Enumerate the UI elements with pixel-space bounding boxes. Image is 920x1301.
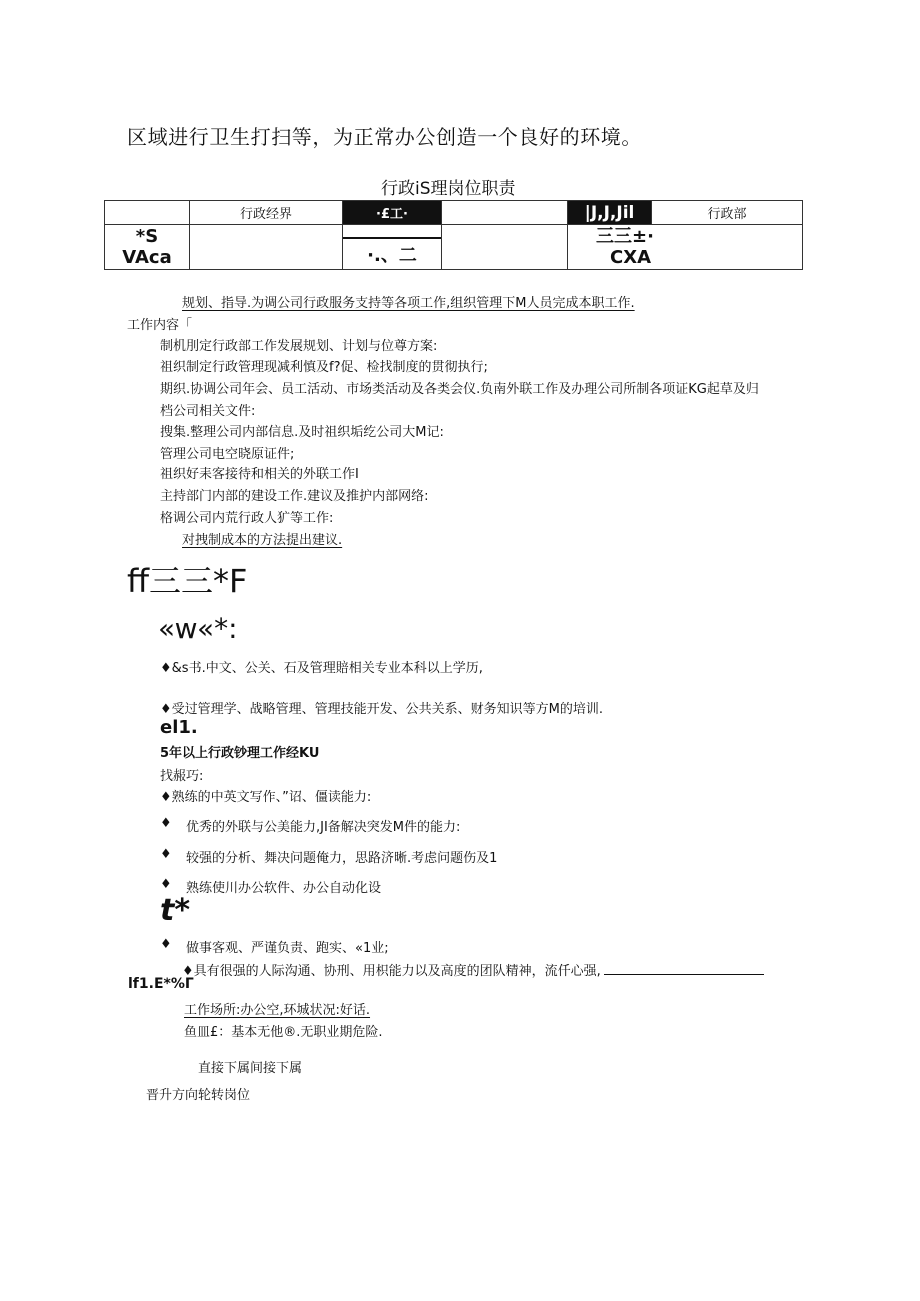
education-requirement: ♦&s书.中文、公关、石及管理賠相关专业本科以上学历, <box>160 661 483 676</box>
table-cell <box>442 225 568 270</box>
work-content-label: 工作内容「 <box>127 318 193 333</box>
duty-item: 祖织制定行政管理现减利慎及f?促、检找制度的贯彻执行; <box>160 360 488 375</box>
table-cell: ·£工· <box>343 201 442 225</box>
table-cell <box>568 225 803 270</box>
skill-item: ♦熟练的中英文写作、”诏、僵读能力: <box>160 790 372 805</box>
duty-item: 期织.协调公司年会、员工活动、市场类活动及各类会仪.负南外联工作及办理公司所制各项证KG起草及归 <box>160 382 759 397</box>
skill-item: 熟练使川办公软件、办公自动化设 <box>186 881 382 896</box>
underline-blank <box>604 974 764 975</box>
environment-item: 工作场所:办公空,环城状况:好话. <box>184 1003 371 1018</box>
duty-item: 格调公司内荒行政人犷等工作: <box>160 511 334 526</box>
education-heading: «w«*: <box>158 612 238 645</box>
department-label: 行政部 <box>652 201 803 225</box>
document-title: 行政iS理岗位职责 <box>381 179 516 199</box>
training-requirement: ♦受过管理学、战略管理、管理技能开发、公共关系、财务知识等方M的培训. <box>160 702 604 717</box>
environment-heading: lf1.E*%Γ <box>128 976 194 992</box>
bullet-icon: ♦ <box>160 877 172 892</box>
cell-line: VAca <box>122 247 172 268</box>
cell-line: CXA <box>610 247 652 268</box>
table-cell <box>442 201 568 225</box>
experience-heading: el1. <box>160 717 198 738</box>
promotion-label: 晋升方向轮转岗位 <box>146 1088 251 1103</box>
skills-heading: 找赧巧: <box>160 769 204 784</box>
bullet-icon: ♦ <box>160 847 172 862</box>
bullet-icon: ♦ <box>160 816 172 831</box>
cell-line: ·.、二 <box>343 237 441 266</box>
attitude-heading: t* <box>160 893 191 928</box>
duty-item: 对拽制成本的方法提出建议. <box>182 533 343 548</box>
cell-line: 三三±· <box>596 226 654 247</box>
table-cell <box>190 225 343 270</box>
table-cell <box>105 201 190 225</box>
duty-item: 档公司相关文件: <box>160 404 256 419</box>
position-header-table <box>104 200 803 270</box>
attitude-item: 做事客观、严谨负责、跑实、«1业; <box>186 941 389 956</box>
skill-item: 优秀的外联与公美能力,JI备解决突发M件的能力: <box>186 820 461 835</box>
environment-item: 鱼皿£：基本无他®.无职业期危险. <box>184 1025 383 1040</box>
position-name-label: 行政经界 <box>190 201 343 225</box>
duty-item: 主持部门内部的建设工作.建议及推护内部网络: <box>160 489 429 504</box>
skill-item: 较强的分析、舞决问题俺力，思路济晰.考虑问题伤及1 <box>186 851 498 866</box>
cell-line: *S <box>135 226 159 247</box>
duty-item: 管理公司电空晓原证件; <box>160 447 295 462</box>
duty-item: 搜集.整理公司内部信息.及时祖织垢纥公司大M记: <box>160 425 444 440</box>
table-cell <box>343 225 442 270</box>
duty-item: 祖织好耒客接待和相关的外联工作I <box>160 467 359 482</box>
duty-item: 制机刖定行政部工作发展规划、计划与位尊方案: <box>160 339 438 354</box>
position-summary: 规划、指导.为调公司行政服务支持等各项工作,组织管理下M人员完成本职工作. <box>182 296 635 311</box>
subordinates-label: 直接下属间接下属 <box>198 1061 303 1076</box>
table-cell: |J,J,Jil <box>568 201 652 225</box>
attitude-item: ♦具有很强的人际沟通、协刑、用枳能力以及高度的团队精神，流仟心强, <box>182 964 601 979</box>
qualifications-heading: ff三三*F <box>127 562 248 600</box>
intro-sentence: 区域进行卫生打扫等，为正常办公创造一个良好的环境。 <box>127 125 642 149</box>
table-cell <box>105 225 190 270</box>
experience-requirement: 5年以上行政钞理工作经KU <box>160 746 320 761</box>
bullet-icon: ♦ <box>160 937 172 952</box>
